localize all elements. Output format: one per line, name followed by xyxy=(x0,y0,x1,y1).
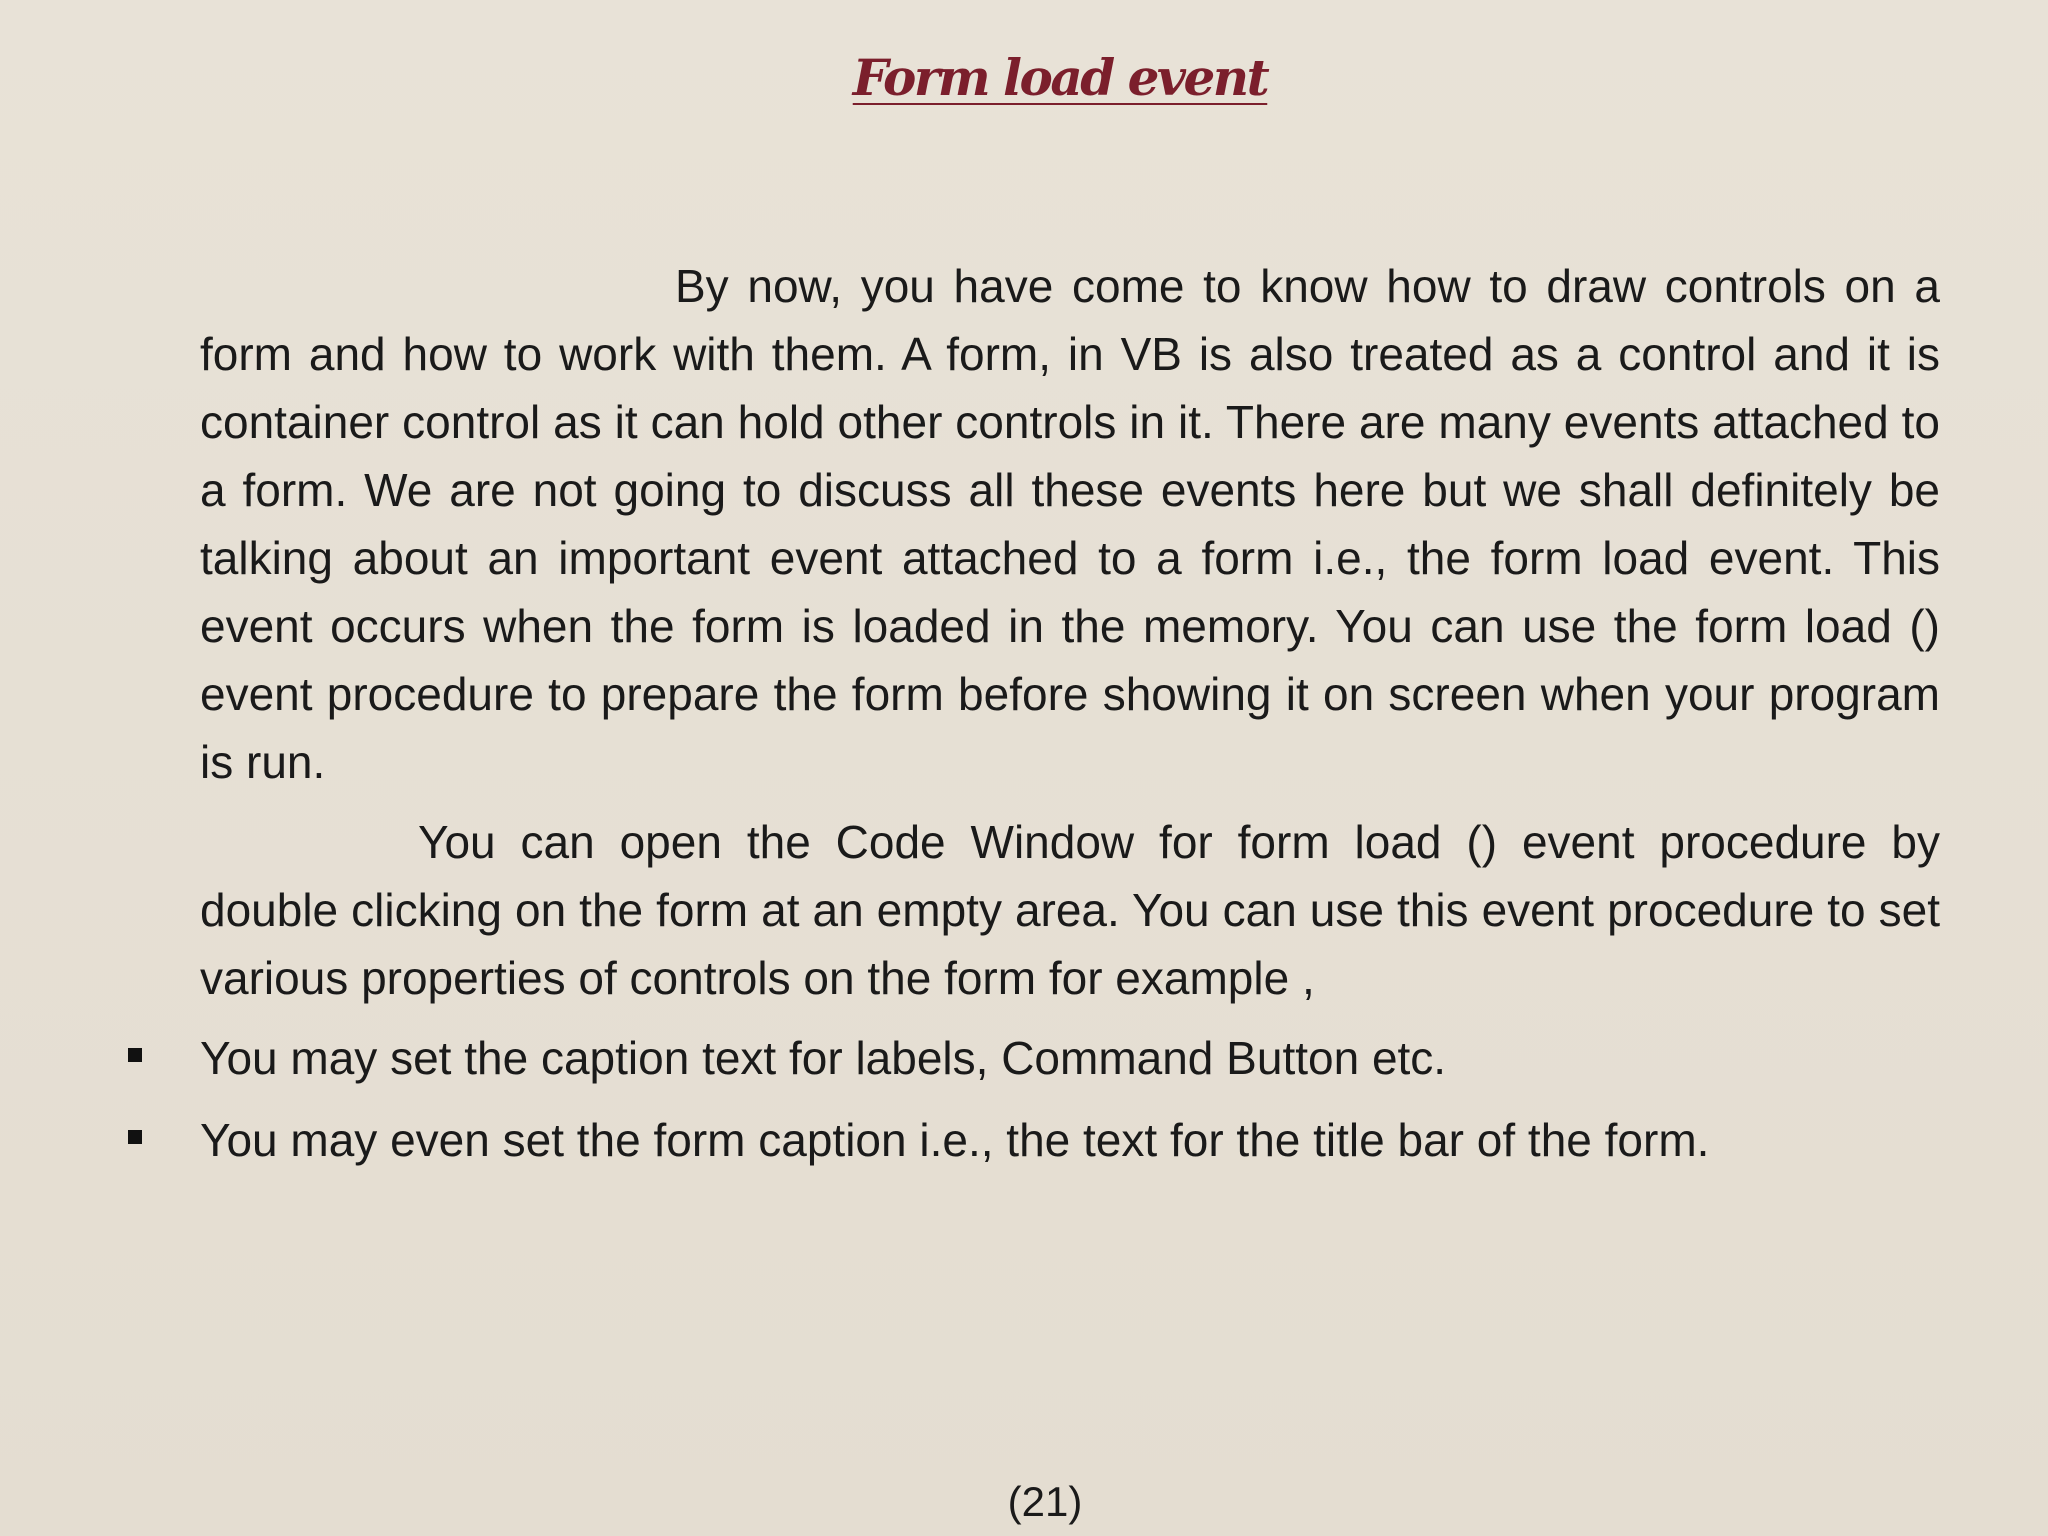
page-number: (21) xyxy=(1007,1478,1083,1525)
square-bullet-icon xyxy=(128,1130,142,1144)
paragraph-intro: By now, you have come to know how to draw controls on a form and how to work with them. A form, in VB is also treated as a control and it is container control as it can hold other controls in it. There are many events attached to a form. We are not going to discuss all these events here but we shall definitely be talking about an important event attached to a form i.e., the form load event. This event occurs when the form is loaded in the memory. You can use the form load () event procedure to prepare the form before showing it on screen when your program is run. xyxy=(200,260,1940,788)
slide-body xyxy=(200,252,1940,1188)
bullet-text: You may set the caption text for labels, Command Button etc. xyxy=(200,1032,1447,1084)
slide-title: Form load event xyxy=(852,48,1268,107)
bullet-text: You may even set the form caption i.e., the text for the title bar of the form. xyxy=(200,1114,1710,1166)
list-item xyxy=(200,1106,1940,1174)
bullet-list xyxy=(200,1024,1940,1174)
paragraph-code-window: You can open the Code Window for form load () event procedure by double clicking on the form at an empty area. You can use this event procedure to set various properties of controls on the form for example , xyxy=(200,816,1940,1004)
square-bullet-icon xyxy=(128,1048,142,1062)
list-item xyxy=(200,1024,1940,1092)
